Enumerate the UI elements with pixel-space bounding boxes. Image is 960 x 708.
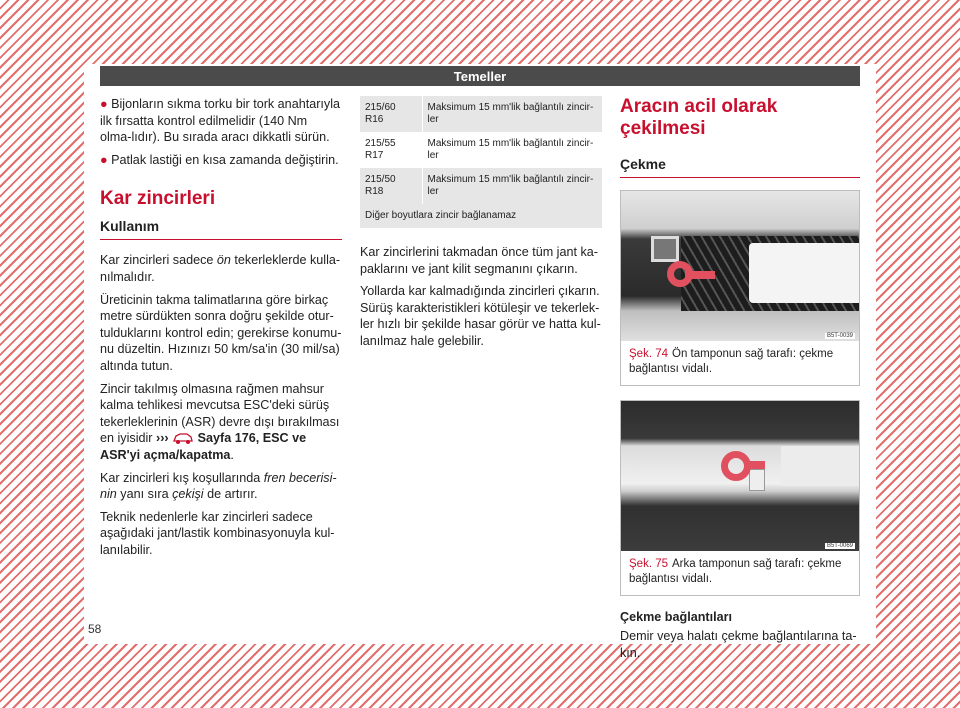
figure-74 <box>620 190 860 386</box>
page-number: 58 <box>88 622 102 636</box>
column-right <box>620 96 860 667</box>
bullet-text: Bijonların sıkma torku bir tork anahtarıyla ilk fırsatta kontrol edilmelidir (140 Nm olma-lıdır). Bu sırada aracı dikkatli sürün. <box>100 97 340 145</box>
paragraph: Demir veya halatı çekme bağlantılarına ta-kın. <box>620 629 857 660</box>
bullet-item <box>100 152 342 169</box>
cross-reference-arrow: ››› <box>156 431 169 446</box>
car-reference-icon <box>172 431 194 445</box>
table-row: 215/50 R18 Maksimum 15 mm'lik bağlantılı zincir-ler <box>360 168 602 204</box>
subsection-title: Çekme <box>620 156 860 178</box>
tow-hook-icon <box>721 451 751 481</box>
paragraph: Üreticinin takma talimatlarına göre birkaç metre sürdükten sonra doğru şekilde otur-tulduklarını kontrol edin; gerekirse konumu-nu düzeltin. Hızınızı 50 km/sa'in (30 mil/sa) altında tutun. <box>100 292 342 373</box>
paragraph: Zincir takılmış olmasına rağmen mahsur kalma tehlikesi mevcutsa ESC'deki sürüş tekerleklerinin (ASR) devre dışı bırakılması en iyisidir ››› Sayfa 176, ESC ve ASR'yi açma/kapatma. <box>100 381 340 462</box>
bullet-text: Patlak lastiği en kısa zamanda değiştirin. <box>111 152 339 167</box>
paragraph: Kar zincirleri kış koşullarında fren becerisi-nin yanı sıra çekişi de artırır. <box>100 470 337 502</box>
figure-caption: Şek. 75 Arka tamponun sağ tarafı: çekme bağlantısı vidalı. <box>629 558 842 585</box>
part-number: B5T-0039 <box>826 333 853 339</box>
part-number: B5T-0069 <box>826 543 853 549</box>
bullet-item <box>100 96 342 146</box>
bumper-panel <box>781 446 859 486</box>
snow-chain-table <box>360 96 602 228</box>
front-bumper-photo <box>621 191 859 341</box>
subsection-title: Kullanım <box>100 218 342 240</box>
paragraph: Kar zincirleri sadece ön tekerleklerde kulla-nılmalıdır. <box>100 253 341 284</box>
fog-lamp <box>651 236 679 262</box>
figure-caption: Şek. 74 Ön tamponun sağ tarafı: çekme bağlantısı vidalı. <box>629 348 834 375</box>
column-middle <box>360 96 602 356</box>
figure-75 <box>620 400 860 596</box>
bullet-dot-icon: ● <box>100 152 108 167</box>
heading: Çekme bağlantıları <box>620 610 732 624</box>
page-reference-link[interactable]: Sayfa 176, ESC ve ASR'yi açma/kapatma <box>100 431 307 462</box>
header-title: Temeller <box>453 68 507 84</box>
page-header <box>100 66 860 86</box>
paragraph: Teknik nedenlerle kar zincirleri sadece aşağıdaki jant/lastik kombinasyonuyla kul-lanılabilir. <box>100 509 335 557</box>
section-title: Kar zincirleri <box>100 188 216 210</box>
paragraph: Kar zincirlerini takmadan önce tüm jant ka-paklarını ve jant kilit segmanını çıkarın. <box>360 245 598 276</box>
rear-bumper-photo <box>621 401 859 551</box>
license-plate <box>749 243 859 303</box>
table-row: 215/60 R16 Maksimum 15 mm'lik bağlantılı zincir-ler <box>360 96 602 132</box>
table-row: 215/55 R17 Maksimum 15 mm'lik bağlantılı zincir-ler <box>360 132 602 168</box>
bullet-dot-icon: ● <box>100 97 108 111</box>
section-title: Aracın acil olarak çekilmesi <box>620 96 778 139</box>
tow-hook-icon <box>667 261 693 287</box>
page <box>84 64 876 660</box>
tow-cover <box>749 469 765 491</box>
table-footer-row: Diğer boyutlara zincir bağlanamaz <box>360 204 602 228</box>
column-left <box>100 96 342 564</box>
paragraph: Yollarda kar kalmadığında zincirleri çıkarın. Sürüş karakteristikleri kötüleşir ve tekerlek-ler hızlı bir şekilde hasar görür ve hatta kul-lanılmaz hale gelebilir. <box>360 284 601 348</box>
